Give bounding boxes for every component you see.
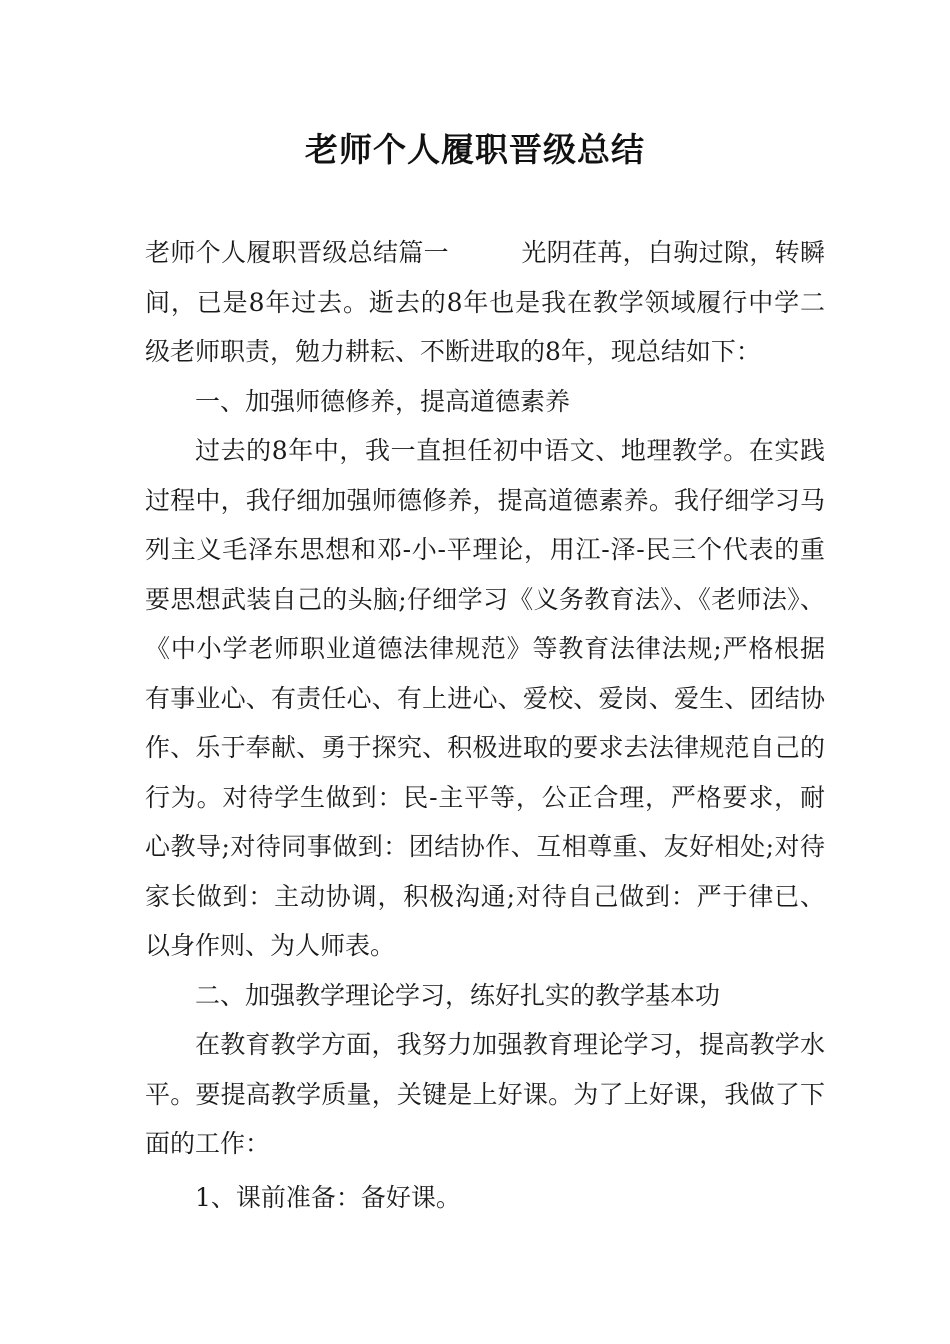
document-title: 老师个人履职晋级总结 — [305, 130, 645, 169]
section2-heading: 二、加强教学理论学习，练好扎实的教学基本功 — [195, 980, 721, 1010]
section1-heading: 一、加强师德修养，提高道德素养 — [195, 386, 571, 416]
intro-label: 老师个人履职晋级总结篇一 — [145, 238, 449, 267]
document-body — [145, 228, 825, 1222]
list-item-1: 1、课前准备：备好课。 — [195, 1182, 461, 1212]
section2-body: 在教育教学方面，我努力加强教育理论学习，提高教学水平。要提高教学质量，关键是上好课。为了上好课，我做了下面的工作： — [145, 1030, 825, 1158]
intro-text: 光阴荏苒，白驹过隙，转瞬间，已是8年过去。逝去的8年也是我在教学领域履行中学二级老师职责，勉力耕耘、不断进取的8年，现总结如下： — [145, 238, 825, 366]
intro-paragraph — [145, 228, 825, 377]
section1-body: 过去的8年中，我一直担任初中语文、地理教学。在实践过程中，我仔细加强师德修养，提高道德素养。我仔细学习马列主义毛泽东思想和邓-小-平理论，用江-泽-民三个代表的重要思想武装自己的头脑;仔细学习《义务教育法》、《老师法》、《中小学老师职业道德法律规范》等教育法律法规;严格根据有事业心、有责任心、有上进心、爱校、爱岗、爱生、团结协作、乐于奉献、勇于探究、积极进取的要求去法律规范自己的行为。对待学生做到：民-主平等，公正合理，严格要求，耐心教导;对待同事做到：团结协作、互相尊重、友好相处;对待家长做到：主动协调，积极沟通;对待自己做到：严于律已、以身作则、为人师表。 — [145, 436, 825, 960]
